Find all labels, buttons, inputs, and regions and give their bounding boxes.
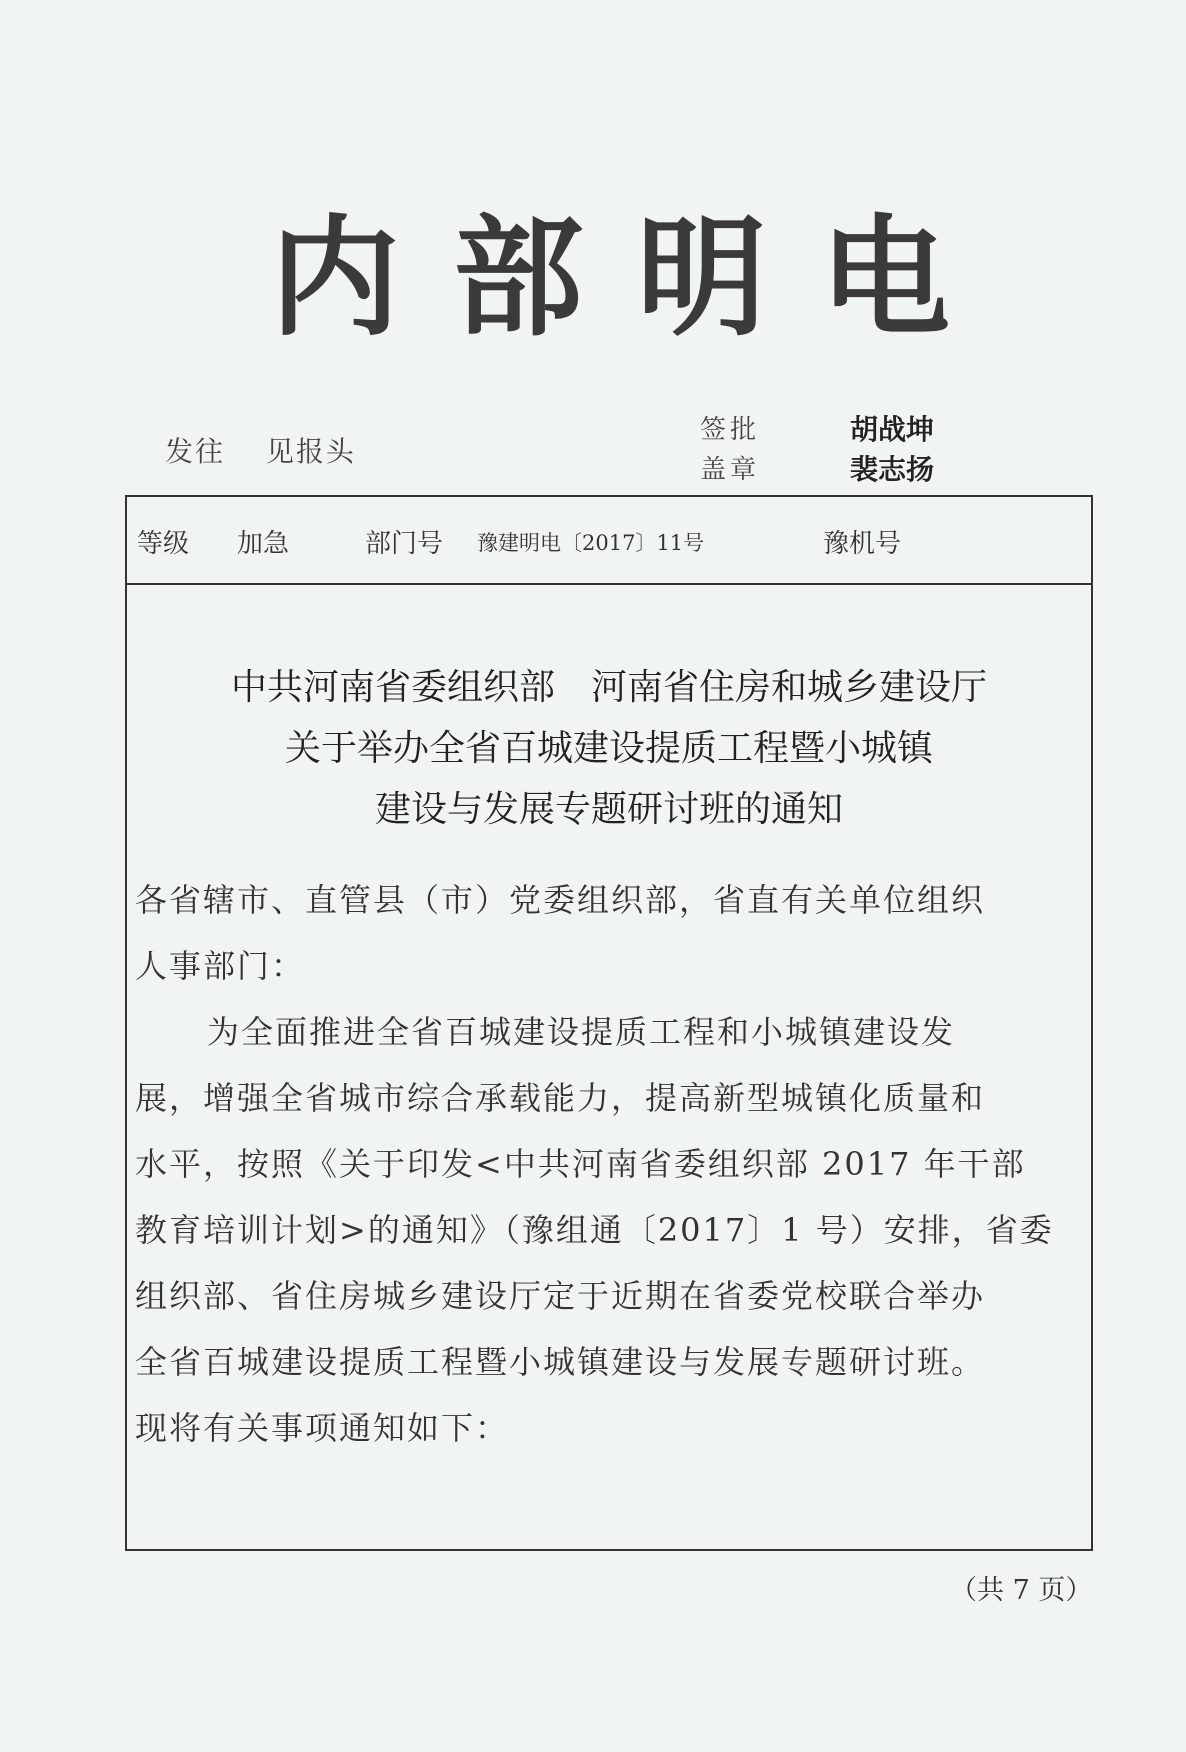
send-to [165,430,386,470]
notice-body [135,867,1087,1461]
stamp-row [700,450,934,490]
title-char: 内 [270,202,401,354]
notice-title-line: 关于举办全省百城建设提质工程暨小城镇 [284,728,933,769]
level-label: 等级 [137,529,190,559]
body-line: 现将有关事项通知如下： [135,1409,510,1447]
body-line: 全省百城建设提质工程暨小城镇建设与发展专题研讨班。 [135,1343,986,1381]
body-line: 水平，按照《关于印发<中共河南省委组织部 2017 年干部 [135,1145,1026,1183]
sign-label: 签批 [700,415,761,445]
level-value: 加急 [237,529,290,559]
stamp-label: 盖章 [700,455,761,485]
notice-title [127,657,1091,840]
approval-block [700,410,934,490]
title-char: 明 [636,202,767,354]
sign-name: 胡战坤 [850,413,935,446]
title-char: 电 [819,202,950,354]
telegram-frame [125,495,1093,1551]
body-line: 组织部、省住房城乡建设厅定于近期在省委党校联合举办 [135,1277,986,1315]
body-line: 教育培训计划>的通知》（豫组通〔2017〕1 号）安排，省委 [135,1211,1054,1249]
body-line: 各省辖市、直管县（市）党委组织部，省直有关单位组织 [135,881,986,919]
dept-label: 部门号 [365,529,444,559]
send-value: 见报头 [265,435,356,468]
title-char: 部 [453,202,584,354]
page-title [270,198,950,358]
page-count: （共 7 页） [950,1575,1093,1606]
header-row [127,497,1091,585]
notice-title-line: 建设与发展专题研讨班的通知 [374,789,843,830]
dept-value: 豫建明电〔2017〕11号 [477,531,705,555]
body-line: 展，增强全省城市综合承载能力，提高新型城镇化质量和 [135,1079,986,1117]
notice-title-line: 中共河南省委组织部 河南省住房和城乡建设厅 [230,667,987,708]
body-line: 为全面推进全省百城建设提质工程和小城镇建设发 [207,1013,956,1051]
sign-row [700,410,934,450]
send-label: 发往 [165,435,226,468]
stamp-name: 裴志扬 [850,453,935,486]
machine-label: 豫机号 [823,529,902,559]
body-line: 人事部门： [135,947,306,985]
